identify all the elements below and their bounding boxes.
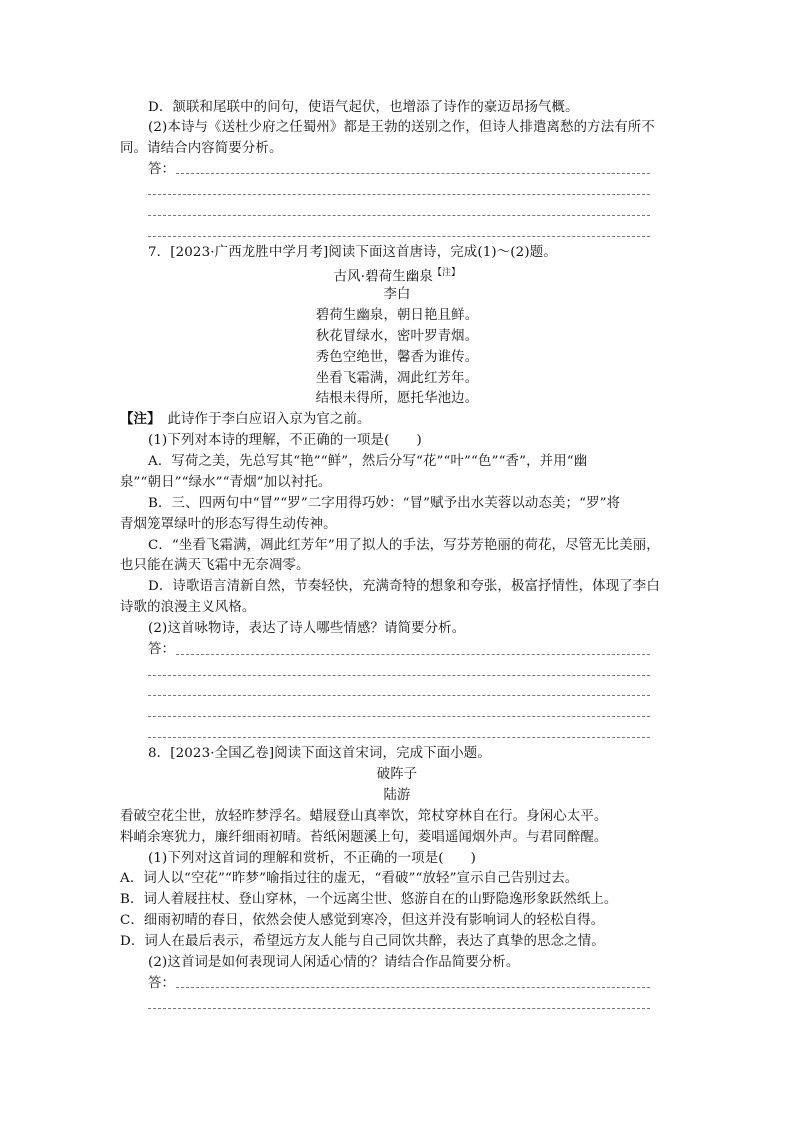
q8-sub2: (2)这首词是如何表现词人闲适心情的？请结合作品简要分析。 <box>148 955 520 970</box>
q7-option-a-2: 泉”“朝日”“绿水”“青烟”加以衬托。 <box>120 475 332 490</box>
q6-sub2-line1: (2)本诗与《送杜少府之任蜀州》都是王勃的送别之作，但诗人排遣离愁的方法有所不 <box>148 120 655 135</box>
q6-answer-label: 答： <box>148 162 176 177</box>
answer-line[interactable] <box>148 1008 650 1009</box>
q7-poem-author: 李白 <box>383 287 411 302</box>
q6-sub2-line2: 同。请结合内容简要分析。 <box>120 141 283 156</box>
answer-line[interactable] <box>148 737 650 738</box>
q8-sub1: (1)下列对这首词的理解和赏析，不正确的一项是( ) <box>148 851 477 866</box>
q8-option-c: C．细雨初晴的春日，依然会使人感觉到寒冷，但这并没有影响词人的轻松自得。 <box>120 913 605 928</box>
answer-line[interactable] <box>148 194 650 195</box>
q7-poem-line-1: 碧荷生幽泉，朝日艳且鲜。 <box>315 308 479 323</box>
q7-option-a-1: A．写荷之美，先总写其“艳”“鲜”，然后分写“花”“叶”“色”“香”，并用“幽 <box>148 454 588 469</box>
answer-line[interactable] <box>176 173 650 174</box>
answer-line[interactable] <box>176 654 650 655</box>
q7-option-d-2: 诗歌的浪漫主义风格。 <box>120 600 256 615</box>
q7-note <box>120 410 371 429</box>
q7-sub1: (1)下列对本诗的理解，不正确的一项是( ) <box>148 433 422 448</box>
q7-sub2: (2)这首咏物诗，表达了诗人哪些情感？请简要分析。 <box>148 621 466 636</box>
q7-poem-line-2: 秋花冒绿水，密叶罗青烟。 <box>315 329 479 344</box>
q7-poem-title-text: 古风·碧荷生幽泉 <box>333 269 433 285</box>
q8-header: 8．[2023·全国乙卷]阅读下面这首宋词，完成下面小题。 <box>148 746 491 761</box>
q7-note-text: 此诗作于李白应诏入京为官之前。 <box>167 412 371 427</box>
q8-answer-label: 答： <box>148 976 176 991</box>
q8-poem-title: 破阵子 <box>376 767 418 782</box>
q7-poem-line-5: 结根未得所，愿托华池边。 <box>315 391 479 406</box>
q7-note-mark: 【注】 <box>432 268 461 278</box>
answer-line[interactable] <box>148 236 650 237</box>
q8-option-a: A．词人以“空花”“昨梦”喻指过往的虚无，“看破”“放轻”宣示自己告别过去。 <box>120 871 579 886</box>
q8-option-d: D．词人在最后表示，希望远方友人能与自己同饮共醉，表达了真挚的思念之情。 <box>120 934 605 949</box>
q8-option-b: B．词人着屐拄杖、登山穿林，一个远离尘世、悠游自在的山野隐逸形象跃然纸上。 <box>120 892 618 907</box>
q7-option-b-1: B．三、四两句中“冒”“罗”二字用得巧妙：“冒”赋予出水芙蓉以动态美；“罗”将 <box>148 496 621 511</box>
q7-poem-line-3: 秀色空绝世，馨香为谁传。 <box>315 350 479 365</box>
q8-poem-author: 陆游 <box>383 788 411 803</box>
answer-line[interactable] <box>176 987 650 988</box>
q7-note-label: 【注】 <box>120 411 154 427</box>
q7-option-c-1: C．“坐看飞霜满，凋此红芳年”用了拟人的手法，写芬芳艳丽的荷花，尽管无比美丽， <box>148 538 660 553</box>
q7-option-b-2: 青烟笼罩绿叶的形态写得生动传神。 <box>120 517 337 532</box>
q8-verse-1: 看破空花尘世，放轻昨梦浮名。蜡屐登山真率饮，筇杖穿林自在行。身闲心太平。 <box>120 809 608 824</box>
q7-header: 7．[2023·广西龙胜中学月考]阅读下面这首唐诗，完成(1)～(2)题。 <box>148 245 557 260</box>
q7-option-d-1: D．诗歌语言清新自然，节奏轻快，充满奇特的想象和夸张，极富抒情性，体现了李白 <box>148 579 660 594</box>
answer-line[interactable] <box>148 675 650 676</box>
q7-option-c-2: 也只能在满天飞霜中无奈凋零。 <box>120 558 310 573</box>
q7-answer-label: 答： <box>148 642 176 657</box>
answer-line[interactable] <box>148 695 650 696</box>
answer-line[interactable] <box>148 716 650 717</box>
q8-verse-2: 料峭余寒犹力，廉纤细雨初晴。苔纸闲题溪上句，菱唱遥闻烟外声。与君同醉醒。 <box>120 830 608 845</box>
q6-option-d: D．颔联和尾联中的问句，使语气起伏，也增添了诗作的豪迈昂扬气概。 <box>148 100 579 115</box>
q7-poem-title <box>0 264 794 286</box>
answer-line[interactable] <box>148 215 650 216</box>
q7-poem-line-4: 坐看飞霜满，凋此红芳年。 <box>315 371 479 386</box>
